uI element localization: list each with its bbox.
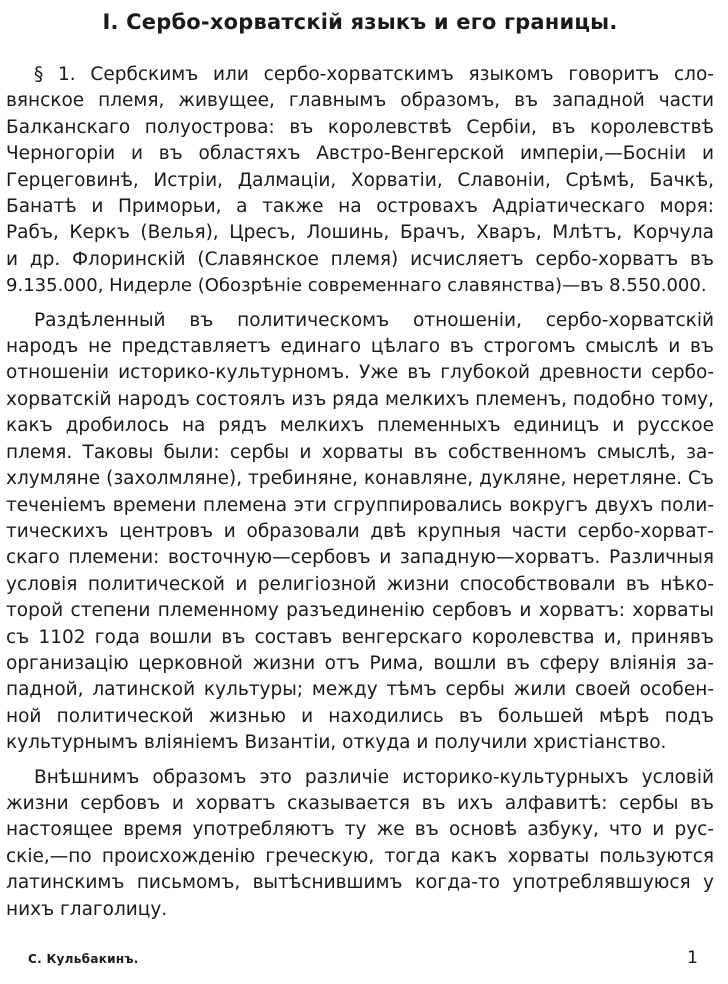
text-line: торой степени племенному разъединенію сербовъ и хорватъ: хорваты: [6, 600, 714, 622]
text-line: Внѣшнимъ образомъ это различіе историко-культурныхъ условій: [34, 766, 714, 788]
text-line: падной, латинской культуры; между тѣмъ сербы жили своей особен-: [6, 679, 714, 701]
text-line: 9.135.000, Нидерле (Обозрѣніе современнаго славянства)—въ 8.550.000.: [6, 275, 707, 297]
text-line: скаго племени: восточную—сербовъ и западную—хорватъ. Различныя: [6, 547, 714, 569]
text-line: народъ не представляетъ единаго цѣлаго въ строгомъ смыслѣ и въ: [6, 336, 714, 358]
text-line: Балканскаго полуострова: въ королевствѣ Сербіи, въ королевствѣ: [6, 116, 714, 138]
text-line: латинскимъ письмомъ, вытѣснившимъ когда-то употреблявшуюся у: [6, 872, 714, 894]
author-signature: С. Кульбакинъ.: [28, 952, 139, 966]
paragraph: [6, 308, 714, 757]
text-line: и др. Флоринскій (Славянское племя) исчисляетъ сербо-хорватъ въ: [6, 248, 714, 270]
text-line: вянское племя, живущее, главнымъ образомъ, въ западной части: [6, 90, 714, 112]
text-line: какъ дробилось на рядъ мелкихъ племенныхъ единицъ и русское: [6, 415, 714, 437]
text-line: племя. Таковы были: сербы и хорваты въ собственномъ смыслѣ, за-: [6, 441, 714, 463]
text-line: Раздѣленный въ политическомъ отношеніи, сербо-хорватскій: [34, 309, 714, 331]
text-line: организацію церковной жизни отъ Рима, вошли въ сферу вліянія за-: [6, 652, 714, 674]
text-line: тическихъ центровъ и образовали двѣ крупныя части сербо-хорват-: [6, 520, 714, 542]
body-text: [6, 62, 714, 923]
text-line: хлумляне (захолмляне), требиняне, конавляне, дукляне, неретляне. Съ: [6, 468, 714, 490]
text-line: ной политической жизнью и находились въ большей мѣрѣ подъ: [6, 705, 714, 727]
page-number: 1: [687, 948, 698, 968]
text-line: отношеніи историко-культурномъ. Уже въ глубокой древности сербо-: [6, 362, 714, 384]
chapter-title: I. Сербо-хорватскій языкъ и его границы.: [102, 10, 618, 34]
text-line: Банатѣ и Приморьи, а также на островахъ Адріатическаго моря:: [6, 196, 714, 218]
text-line: жизни сербовъ и хорватъ сказывается въ ихъ алфавитѣ: сербы въ: [6, 792, 714, 814]
text-line: скіе,—по происхожденію греческую, тогда какъ хорваты пользуются: [6, 845, 714, 867]
text-line: теченіемъ времени племена эти сгруппировались вокругъ двухъ поли-: [6, 494, 714, 516]
paragraph: [6, 765, 714, 923]
text-line: хорватскій народъ состоялъ изъ ряда мелкихъ племенъ, подобно тому,: [6, 388, 714, 410]
text-line: нихъ глаголицу.: [6, 898, 168, 920]
text-line: Герцеговинѣ, Истріи, Далмаціи, Хорватіи, Славоніи, Срѣмѣ, Бачкѣ,: [6, 169, 714, 191]
text-line: Рабъ, Керкъ (Велья), Цресъ, Лошинь, Брачъ, Хваръ, Млѣтъ, Корчула: [6, 222, 714, 244]
text-line: § 1. Сербскимъ или сербо-хорватскимъ языкомъ говоритъ сло-: [34, 64, 714, 85]
text-line: Черногоріи и въ областяхъ Австро-Венгерской имперіи,—Босніи и: [6, 143, 714, 165]
text-line: настоящее время употребляютъ ту же въ основѣ азбуку, что и рус-: [6, 819, 714, 841]
text-line: съ 1102 года вошли въ составъ венгерскаго королевства и, принявъ: [6, 626, 714, 648]
paragraph: [6, 62, 714, 300]
text-line: культурнымъ вліяніемъ Византіи, откуда и получили христіанство.: [6, 732, 667, 754]
page-footer: [28, 948, 698, 970]
text-line: условія политической и религіозной жизни способствовали въ нѣко-: [6, 573, 714, 595]
